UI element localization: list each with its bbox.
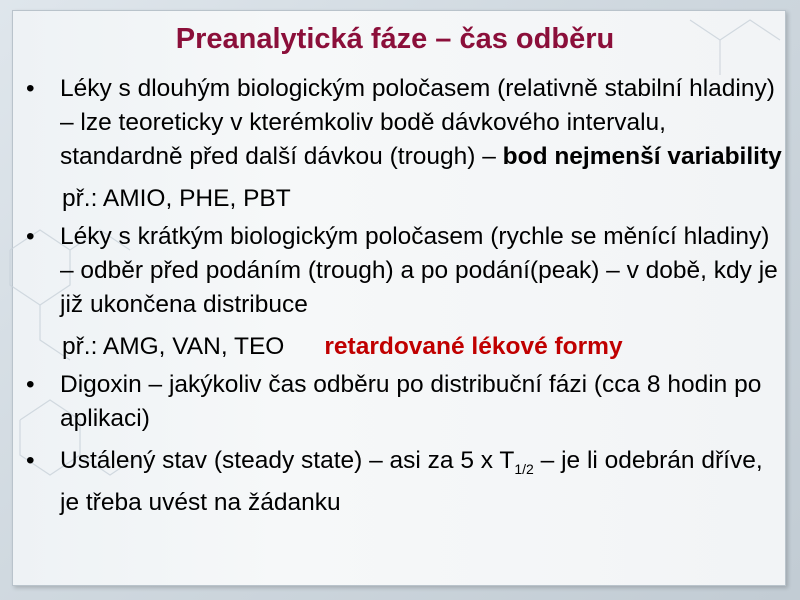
bullet-icon: • [26, 371, 35, 398]
bullet-long-half-life [24, 72, 784, 174]
bullet-icon: • [26, 223, 35, 250]
bullet-steady-state [24, 444, 784, 520]
bullet-icon: • [26, 75, 35, 102]
example-text: př.: AMIO, PHE, PBT [62, 185, 291, 212]
subscript-half: 1/2 [514, 461, 534, 477]
bullet-text-post: – je li odebrán dříve, je třeba uvést na žádanku [60, 447, 763, 516]
example-long-half-life [24, 182, 784, 216]
example-short-half-life [24, 330, 784, 364]
bullet-text: Ustálený stav (steady state) – asi za 5 x T [60, 447, 515, 474]
slide-content [24, 72, 784, 520]
bullet-text: Léky s dlouhým biologickým poločasem (relativně stabilní hladiny) – lze teoreticky v kterémkoliv bodě dávkového intervalu, standardně před další dávkou (trough) – [60, 75, 775, 170]
bullet-short-half-life [24, 220, 784, 322]
bullet-text: Léky s krátkým biologickým poločasem (rychle se měnící hladiny) – odběr před podáním (trough) a po podání(peak) – v době, kdy je již ukončena distribuce [60, 223, 778, 318]
slide-title: Preanalytická fáze – čas odběru [175, 23, 615, 55]
bullet-text: Digoxin – jakýkoliv čas odběru po distribuční fázi (cca 8 hodin po aplikaci) [60, 371, 762, 432]
bullet-bold-text: bod nejmenší variability [502, 143, 782, 170]
bullet-digoxin [24, 368, 784, 436]
example-text: př.: AMG, VAN, TEO [62, 333, 285, 360]
bullet-icon: • [26, 447, 35, 474]
retard-forms-note: retardované lékové formy [324, 333, 623, 360]
